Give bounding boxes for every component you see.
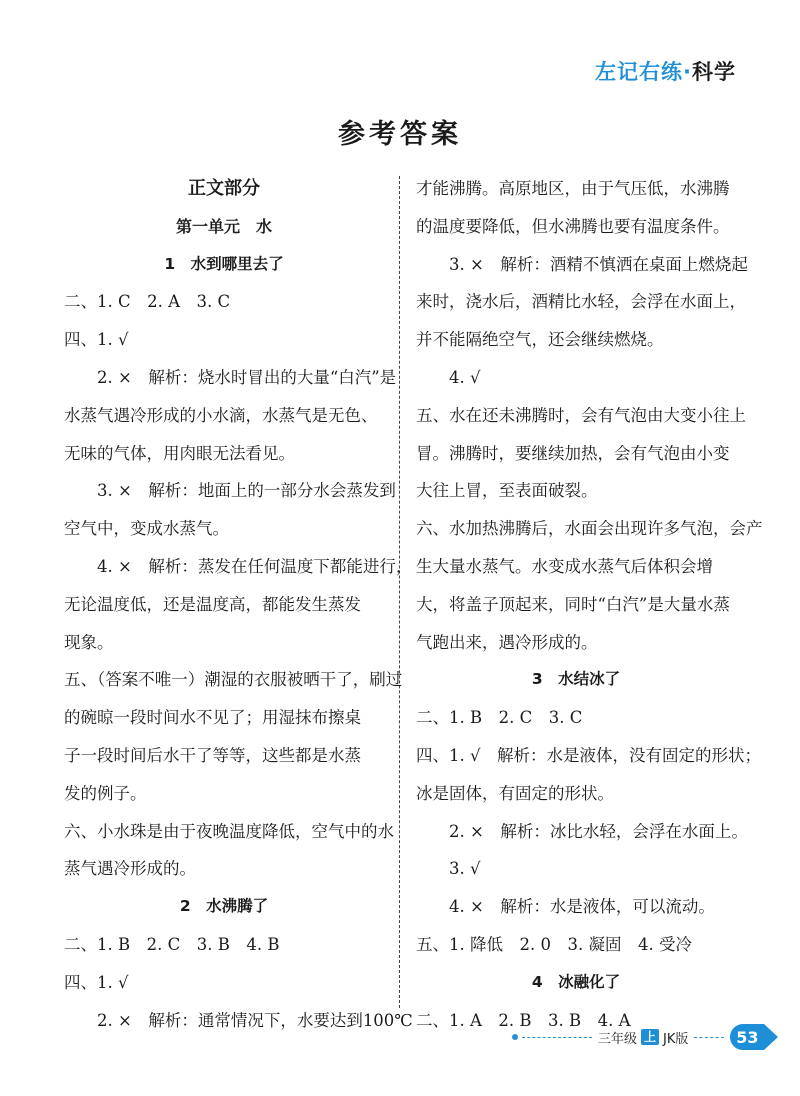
- answer-line: 二、1. B 2. C 3. B 4. B: [64, 934, 280, 954]
- answer-line: 3 水结冰了: [531, 670, 621, 689]
- answer-line: 3. √: [449, 859, 481, 879]
- answer-line: 4 冰融化了: [531, 972, 621, 991]
- answer-line: 正文部分: [188, 178, 260, 199]
- answer-line: 1 水到哪里去了: [164, 254, 284, 273]
- answer-line: 五、1. 降低 2. 0 3. 凝固 4. 受冷: [416, 934, 692, 954]
- page-footer: [512, 1022, 778, 1052]
- answer-line: 四、1. √: [64, 330, 129, 350]
- arrow-icon: [764, 1024, 778, 1050]
- answer-line: 五、（答案不唯一）潮湿的衣服被晒干了，刷过: [64, 670, 403, 690]
- footer-dot: [512, 1034, 518, 1040]
- answer-line: 子一段时间后水干了等等，这些都是水蒸: [64, 745, 361, 765]
- answer-line: 大往上冒，至表面破裂。: [416, 481, 598, 501]
- term-badge: 上: [641, 1029, 659, 1045]
- answer-line: 并不能隔绝空气，还会继续燃烧。: [416, 330, 664, 350]
- answer-line: 才能沸腾。高原地区，由于气压低，水沸腾: [416, 179, 730, 198]
- page-number-badge: [730, 1024, 778, 1050]
- answer-line: 空气中，变成水蒸气。: [64, 519, 229, 539]
- page-number: 53: [730, 1024, 764, 1050]
- answer-line: 的碗晾一段时间水不见了；用湿抹布擦桌: [64, 708, 361, 728]
- answer-line: 冰是固体，有固定的形状。: [416, 783, 614, 803]
- answer-line: 气跑出来，遇冷形成的。: [416, 632, 598, 652]
- answer-line: 冒。沸腾时，要继续加热，会有气泡由小变: [416, 443, 730, 463]
- grade-label: 三年级: [598, 1031, 638, 1047]
- column-divider: [399, 176, 400, 1008]
- answer-line: 2. × 解析：烧水时冒出的大量“白汽”是: [97, 367, 397, 387]
- answer-line: 六、水加热沸腾后，水面会出现许多气泡，会产: [416, 519, 763, 539]
- answer-line: 现象。: [64, 632, 114, 652]
- brand-name: 左记右练·: [595, 60, 692, 84]
- answer-line: 2. × 解析：通常情况下，水要达到100℃: [97, 1010, 413, 1030]
- answer-line: 水蒸气遇冷形成的小水滴，水蒸气是无色、: [64, 405, 378, 425]
- answer-line: 生大量水蒸气。水变成水蒸气后体积会增: [416, 556, 713, 576]
- brand-logo: [595, 56, 736, 86]
- footer-dash-2: [694, 1037, 724, 1038]
- answer-line: 无论温度低，还是温度高，都能发生蒸发: [64, 594, 361, 614]
- answer-line: 二、1. B 2. C 3. C: [416, 708, 583, 728]
- edition-label: JK版: [663, 1031, 689, 1047]
- answer-line: 3. × 解析：地面上的一部分水会蒸发到: [97, 481, 396, 501]
- answer-line: 4. × 解析：水是液体，可以流动。: [449, 897, 715, 917]
- answer-line: 2. × 解析：冰比水轻，会浮在水面上。: [449, 821, 748, 841]
- answer-line: 大，将盖子顶起来，同时“白汽”是大量水蒸: [416, 594, 730, 614]
- answer-line: 第一单元 水: [175, 216, 272, 236]
- answer-line: 来时，浇水后，酒精比水轻，会浮在水面上，: [416, 292, 746, 312]
- answer-line: 发的例子。: [64, 783, 147, 803]
- left-column: [64, 170, 413, 1039]
- answer-line: 五、水在还未沸腾时，会有气泡由大变小往上: [416, 405, 746, 425]
- answer-line: 二、1. A 2. B 3. B 4. A: [416, 1010, 631, 1030]
- answer-line: 二、1. C 2. A 3. C: [64, 292, 231, 312]
- answer-line: 的温度要降低，但水沸腾也要有温度条件。: [416, 216, 730, 236]
- answer-line: 四、1. √ 解析：水是液体，没有固定的形状；: [416, 745, 762, 765]
- answer-line: 2 水沸腾了: [179, 897, 269, 916]
- answer-line: 蒸气遇冷形成的。: [64, 859, 196, 879]
- answer-line: 四、1. √: [64, 972, 129, 992]
- footer-dash: [522, 1037, 592, 1038]
- answer-line: 六、小水珠是由于夜晚温度降低，空气中的水: [64, 821, 394, 841]
- page-title: 参考答案: [338, 119, 462, 150]
- answer-line: 3. × 解析：酒精不慎洒在桌面上燃烧起: [449, 254, 748, 274]
- answer-line: 4. √: [449, 367, 481, 387]
- answer-line: 无味的气体，用肉眼无法看见。: [64, 443, 295, 463]
- brand-subject: 科学: [692, 60, 736, 84]
- answer-line: 4. × 解析：蒸发在任何温度下都能进行，: [97, 556, 413, 576]
